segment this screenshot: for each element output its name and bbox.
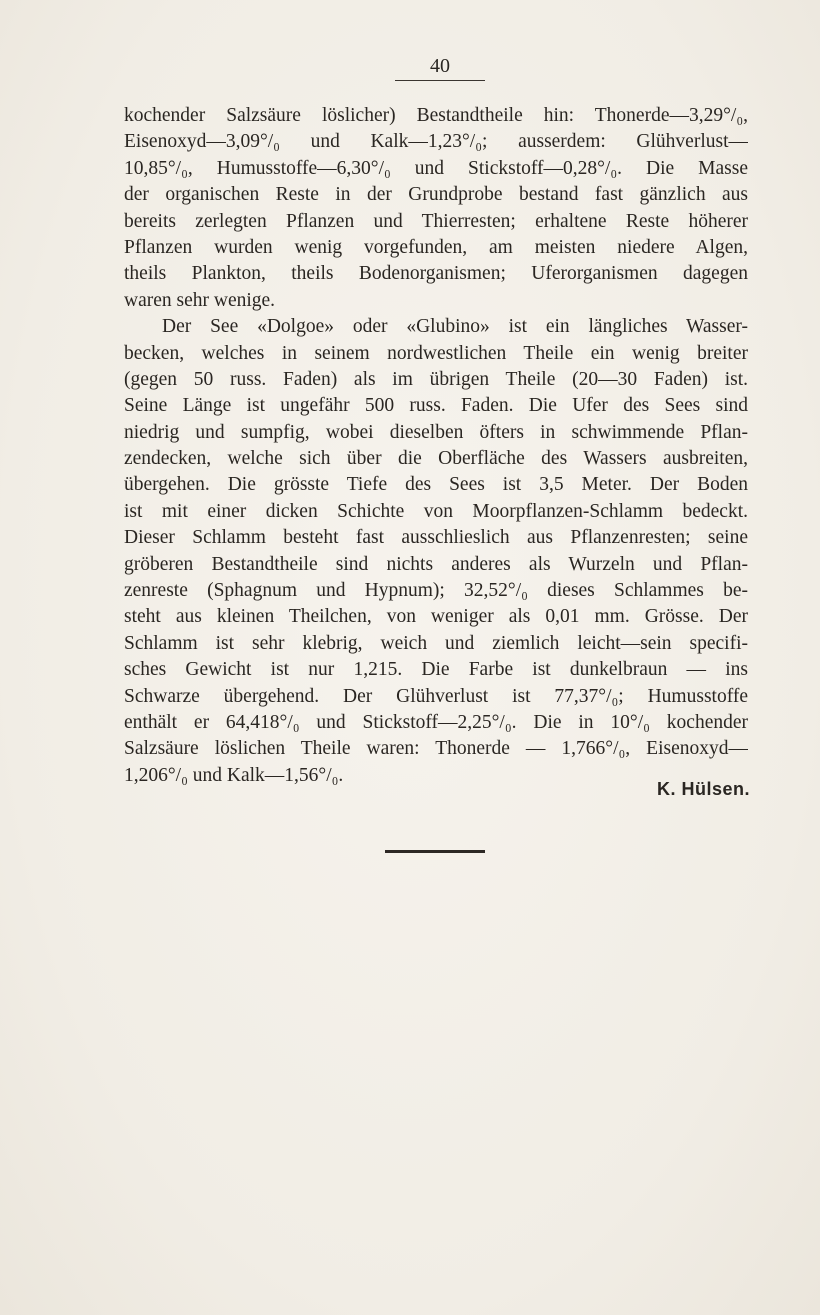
paragraph-1	[124, 103, 748, 314]
text-line: ist mit einer dicken Schichte von Moorpflanzen-Schlamm bedeckt.	[124, 500, 748, 522]
text-line: Pflanzen wurden wenig vorgefunden, am meisten niedere Algen,	[124, 236, 748, 258]
text-line: (gegen 50 russ. Faden) als im übrigen Theile (20—30 Faden) ist.	[124, 368, 748, 390]
body-text	[124, 103, 748, 789]
paragraph-2	[124, 314, 748, 789]
text-line: Schlamm ist sehr klebrig, weich und ziemlich leicht—sein specifi-	[124, 632, 748, 654]
text-line: übergehen. Die grösste Tiefe des Sees ist 3,5 Meter. Der Boden	[124, 474, 748, 496]
text-line: steht aus kleinen Theilchen, von weniger als 0,01 mm. Grösse. Der	[124, 606, 748, 628]
text-line: enthält er 64,418°/₀ und Stickstoff—2,25°/₀. Die in 10°/₀ kochender	[124, 711, 748, 733]
text-line: waren sehr wenige.	[124, 289, 276, 311]
text-line: kochender Salzsäure löslicher) Bestandtheile hin: Thonerde—3,29°/₀,	[124, 105, 748, 126]
author-signature: K. Hülsen.	[656, 779, 750, 799]
text-line: Dieser Schlamm besteht fast ausschlieslich aus Pflanzenresten; seine	[124, 527, 748, 549]
text-line: zenreste (Sphagnum und Hypnum); 32,52°/₀ dieses Schlammes be-	[124, 580, 748, 602]
text-line: Eisenoxyd—3,09°/₀ und Kalk—1,23°/₀; ausserdem: Glühverlust—	[124, 131, 748, 153]
text-line: der organischen Reste in der Grundprobe bestand fast gänzlich aus	[124, 184, 748, 206]
page-number: 40	[430, 55, 450, 77]
text-line: Der See «Dolgoe» oder «Glubino» ist ein längliches Wasser-	[162, 316, 748, 338]
text-line: 1,206°/₀ und Kalk—1,56°/₀.	[124, 764, 344, 786]
text-line: theils Plankton, theils Bodenorganismen; Uferorganismen dagegen	[124, 263, 748, 285]
page-number-container	[395, 54, 485, 78]
text-line: zendecken, welche sich über die Oberfläche des Wassers ausbreiten,	[124, 448, 748, 470]
text-line: gröberen Bestandtheile sind nichts anderes als Wurzeln und Pflan-	[124, 553, 748, 575]
section-end-rule	[385, 850, 485, 853]
text-line: niedrig und sumpfig, wobei dieselben öfters in schwimmende Pflan-	[124, 421, 748, 443]
text-line: bereits zerlegten Pflanzen und Thierresten; erhaltene Reste höherer	[124, 210, 748, 232]
text-line: 10,85°/₀, Humusstoffe—6,30°/₀ und Stickstoff—0,28°/₀. Die Masse	[124, 157, 748, 179]
text-line: Seine Länge ist ungefähr 500 russ. Faden. Die Ufer des Sees sind	[124, 395, 748, 417]
text-line: sches Gewicht ist nur 1,215. Die Farbe ist dunkelbraun — ins	[124, 659, 748, 681]
text-line: Schwarze übergehend. Der Glühverlust ist 77,37°/₀; Humusstoffe	[124, 685, 748, 707]
text-line: becken, welches in seinem nordwestlichen Theile ein wenig breiter	[124, 342, 748, 364]
text-line: Salzsäure löslichen Theile waren: Thonerde — 1,766°/₀, Eisenoxyd—	[124, 738, 748, 760]
page-number-rule	[395, 80, 485, 81]
